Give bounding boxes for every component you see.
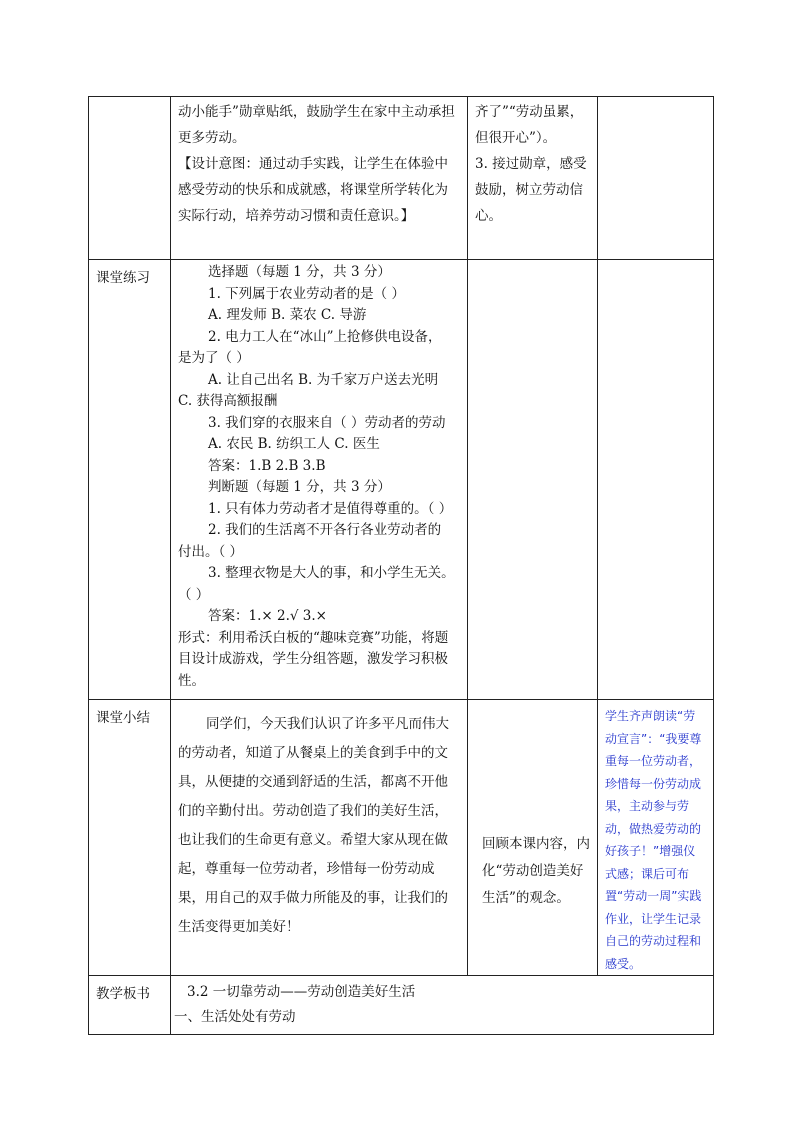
- practice-label: 课堂练习: [89, 260, 171, 700]
- judge-answers: 答案：1.× 2.√ 3.×: [208, 608, 327, 624]
- summary-review-cell: [468, 700, 598, 976]
- judge-q2-cont: 付出。（ ）: [178, 543, 244, 560]
- judge-q3: 3. 整理衣物是大人的事，和小学生无关。: [208, 565, 455, 581]
- student-badge: 3. 接过勋章，感受鼓励，树立劳动信心。: [475, 156, 587, 224]
- activity-label-cell: [89, 97, 171, 260]
- judge-heading: 判断题（每题 1 分，共 3 分）: [208, 479, 391, 495]
- judge-q1: 1. 只有体力劳动者才是值得尊重的。（ ）: [208, 500, 453, 517]
- choice-q1: 1. 下列属于农业劳动者的是（ ）: [208, 285, 405, 302]
- summary-row: [89, 700, 714, 976]
- activity-content-cell: [171, 97, 468, 260]
- summary-label: 课堂小结: [89, 700, 171, 976]
- board-section: 一、生活处处有劳动: [174, 1009, 296, 1025]
- board-row: [89, 976, 714, 1035]
- choice-q2-cont: 是为了（ ）: [178, 350, 250, 366]
- practice-student-cell: [468, 260, 598, 700]
- choice-q1-options: A. 理发师 B. 菜农 C. 导游: [208, 307, 367, 323]
- design-intent: 【设计意图：通过动手实践，让学生在体验中感受劳动的快乐和成就感，将课堂所学转化为实际行动，培养劳动习惯和责任意识。】: [178, 156, 448, 224]
- practice-row: [89, 260, 714, 700]
- activity-note-cell: [598, 97, 714, 260]
- choice-q3: 3. 我们穿的衣服来自（ ）劳动者的劳动: [208, 414, 446, 431]
- choice-heading: 选择题（每题 1 分，共 3 分）: [208, 264, 391, 280]
- summary-note-cell: [598, 700, 714, 976]
- choice-q2-option-c: C. 获得高额报酬: [178, 393, 278, 409]
- student-response: 齐了”“劳动虽累，但很开心”）。: [475, 104, 584, 146]
- practice-form: 形式：利用希沃白板的“趣味竞赛”功能，将题目设计成游戏，学生分组答题，激发学习积极性。: [178, 629, 449, 689]
- summary-note: 学生齐声朗读“劳动宣言”：“我要尊重每一位劳动者，珍惜每一份劳动成果，主动参与劳动，做热爱劳动的好孩子！”增强仪式感；课后可布置“劳动一周”实践作业，让学生记录自己的劳动过程和感受。: [605, 709, 702, 971]
- board-content-cell: [171, 976, 714, 1035]
- summary-content-cell: [171, 700, 468, 976]
- activity-student-cell: [468, 97, 598, 260]
- choice-answers: 答案：1.B 2.B 3.B: [208, 457, 326, 474]
- board-label: 教学板书: [89, 976, 171, 1035]
- board-title: 3.2 一切靠劳动——劳动创造美好生活: [187, 984, 416, 1000]
- activity-text: 动小能手”勋章贴纸，鼓励学生在家中主动承担更多劳动。: [178, 104, 455, 146]
- practice-note-cell: [598, 260, 714, 700]
- choice-q2-options: A. 让自己出名 B. 为千家万户送去光明: [208, 371, 439, 388]
- judge-q3-cont: （ ）: [178, 586, 210, 603]
- lesson-plan-table: [88, 96, 714, 1035]
- summary-text: 同学们，今天我们认识了许多平凡而伟大的劳动者，知道了从餐桌上的美食到手中的文具，从便捷的交通到舒适的生活，都离不开他们的辛勤付出。劳动创造了我们的美好生活，也让我们的生命更有意义。希望大家从现在做起，尊重每一位劳动者，珍惜每一份劳动成果，用自己的双手做力所能及的事，让我们的生活变得更加美好！: [178, 716, 449, 935]
- practice-content-cell: [171, 260, 468, 700]
- choice-q3-options: A. 农民 B. 纺织工人 C. 医生: [208, 436, 380, 452]
- summary-review: 回顾本课内容，内化“劳动创造美好生活”的观念。: [482, 836, 590, 906]
- activity-row: [89, 97, 714, 260]
- choice-q2: 2. 电力工人在“冰山”上抢修供电设备，: [208, 328, 442, 345]
- judge-q2: 2. 我们的生活离不开各行各业劳动者的: [208, 522, 442, 538]
